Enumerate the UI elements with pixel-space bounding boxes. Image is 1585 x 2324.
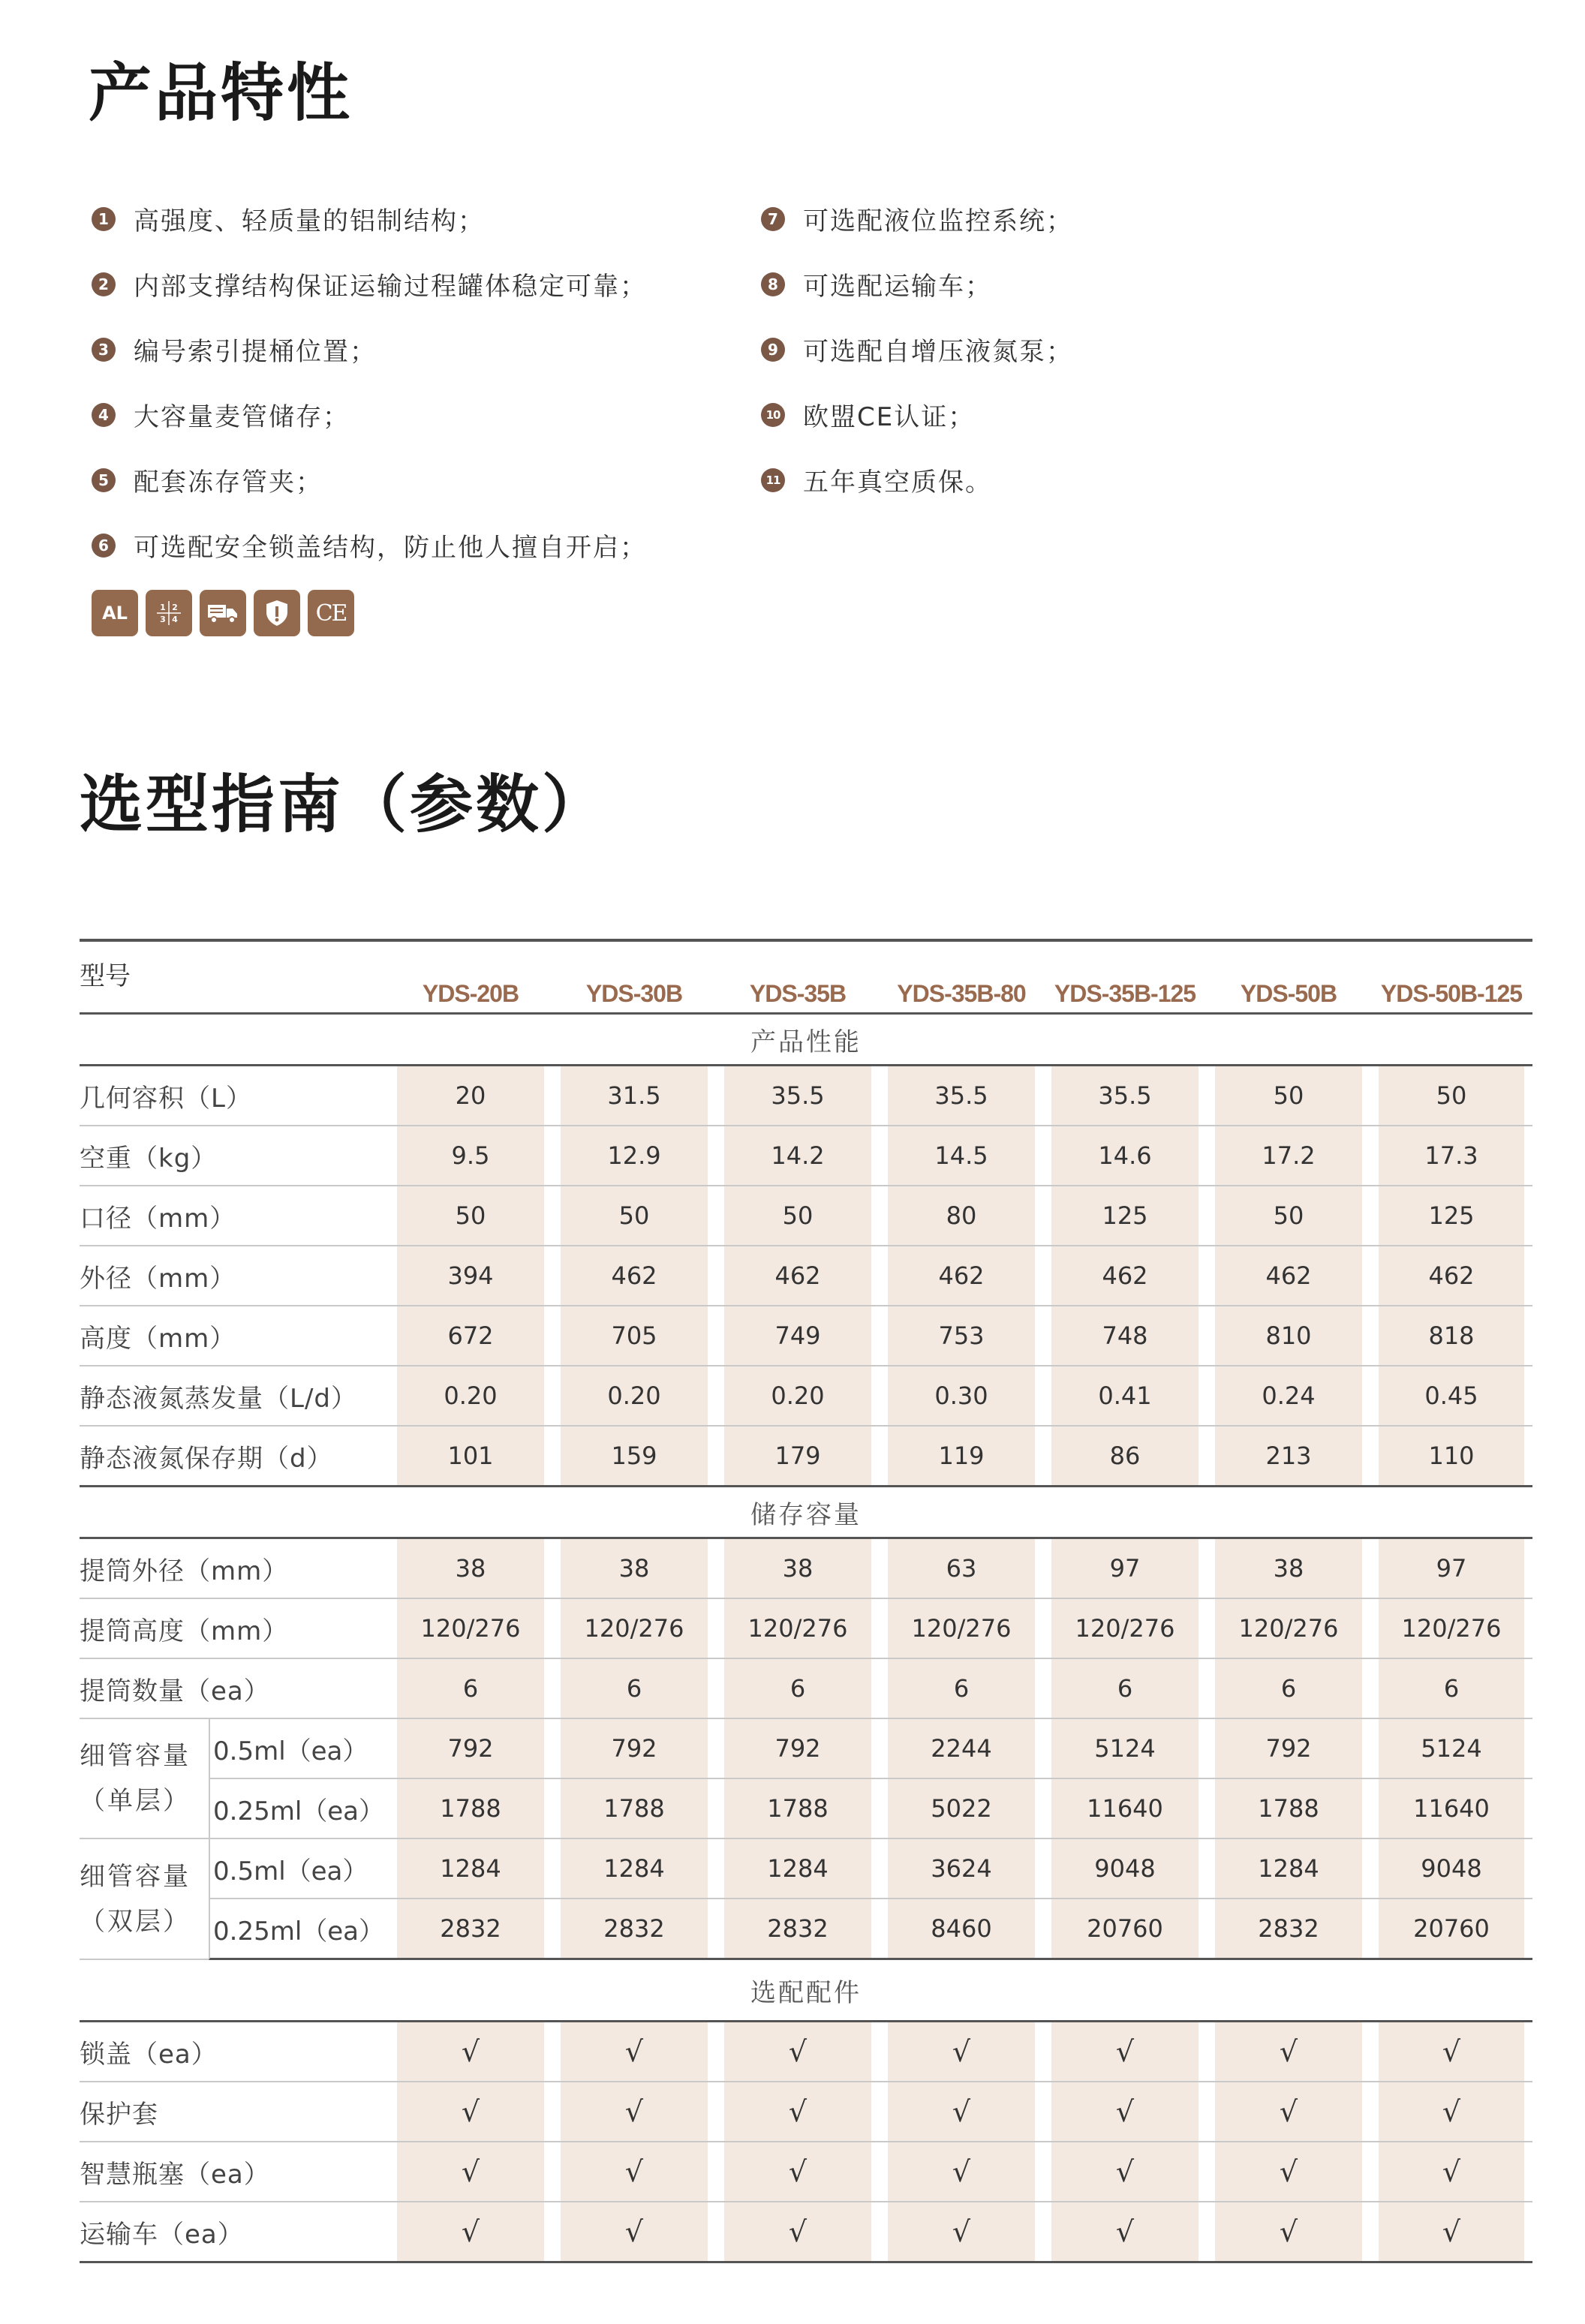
table-cell: 1788 bbox=[389, 1779, 552, 1839]
row-label: 保护套 bbox=[80, 2082, 389, 2142]
table-cell: 20 bbox=[389, 1066, 552, 1126]
feature-number: 3 bbox=[92, 338, 116, 362]
row-label: 锁盖（ea） bbox=[80, 2022, 389, 2082]
table-cell: 38 bbox=[552, 1539, 716, 1599]
table-cell: 462 bbox=[1370, 1246, 1532, 1306]
group-label bbox=[80, 1719, 209, 1839]
table-cell: 0.20 bbox=[552, 1366, 716, 1427]
features-list-right bbox=[761, 186, 1073, 513]
table-cell: 179 bbox=[716, 1427, 880, 1487]
table-cell: 792 bbox=[1207, 1719, 1370, 1779]
feature-number: 4 bbox=[92, 403, 116, 427]
table-cell: √ bbox=[1043, 2142, 1207, 2202]
feature-number: 10 bbox=[761, 403, 785, 427]
table-cell: 5124 bbox=[1043, 1719, 1207, 1779]
table-cell: 20760 bbox=[1043, 1899, 1207, 1960]
table-cell: 17.2 bbox=[1207, 1126, 1370, 1186]
feature-item bbox=[761, 186, 1073, 251]
table-cell: 120/276 bbox=[389, 1599, 552, 1659]
table-cell: 1284 bbox=[389, 1839, 552, 1899]
table-cell: 11640 bbox=[1043, 1779, 1207, 1839]
section-title: 储存容量 bbox=[80, 1487, 1532, 1539]
table-cell: 462 bbox=[1207, 1246, 1370, 1306]
table-row bbox=[80, 1427, 1532, 1487]
row-label: 高度（mm） bbox=[80, 1306, 389, 1366]
group-label-line2: （双层） bbox=[80, 1906, 191, 1937]
row-label: 智慧瓶塞（ea） bbox=[80, 2142, 389, 2202]
table-cell: 11640 bbox=[1370, 1779, 1532, 1839]
table-cell: √ bbox=[716, 2142, 880, 2202]
model-name: YDS-35B bbox=[716, 939, 880, 1015]
table-cell: 1788 bbox=[552, 1779, 716, 1839]
table-cell: 9048 bbox=[1370, 1839, 1532, 1899]
table-row bbox=[80, 1126, 1532, 1186]
aluminum-badge-icon bbox=[92, 590, 138, 636]
table-cell: 792 bbox=[552, 1719, 716, 1779]
table-cell: 20760 bbox=[1370, 1899, 1532, 1960]
table-cell: 50 bbox=[389, 1186, 552, 1246]
section-title: 选配配件 bbox=[80, 1960, 1532, 2022]
section-title: 产品性能 bbox=[80, 1015, 1532, 1066]
row-label: 外径（mm） bbox=[80, 1246, 389, 1306]
table-cell: √ bbox=[552, 2022, 716, 2082]
table-cell: √ bbox=[880, 2202, 1043, 2263]
table-cell: 17.3 bbox=[1370, 1126, 1532, 1186]
feature-number: 8 bbox=[761, 272, 785, 296]
table-cell: 86 bbox=[1043, 1427, 1207, 1487]
spec-table bbox=[80, 939, 1532, 2263]
table-row bbox=[80, 1779, 1532, 1839]
table-row bbox=[80, 1719, 1532, 1779]
table-cell: 6 bbox=[1207, 1659, 1370, 1719]
row-label: 口径（mm） bbox=[80, 1186, 389, 1246]
table-cell: √ bbox=[716, 2022, 880, 2082]
table-cell: 0.20 bbox=[716, 1366, 880, 1427]
feature-text: 高强度、轻质量的铝制结构； bbox=[134, 206, 485, 236]
feature-item bbox=[761, 317, 1073, 382]
table-cell: √ bbox=[389, 2202, 552, 2263]
table-cell: 810 bbox=[1207, 1306, 1370, 1366]
table-cell: 159 bbox=[552, 1427, 716, 1487]
table-cell: 6 bbox=[716, 1659, 880, 1719]
feature-item bbox=[761, 251, 1073, 317]
truck-icon bbox=[200, 590, 246, 636]
table-cell: 14.5 bbox=[880, 1126, 1043, 1186]
row-label: 静态液氮蒸发量（L/d） bbox=[80, 1366, 389, 1427]
table-cell: 80 bbox=[880, 1186, 1043, 1246]
ce-mark-icon bbox=[308, 590, 354, 636]
selection-guide-title: 选型指南（参数） bbox=[80, 768, 609, 841]
model-name: YDS-50B-125 bbox=[1370, 939, 1532, 1015]
table-cell: 12.9 bbox=[552, 1126, 716, 1186]
group-label-line2: （单层） bbox=[80, 1786, 191, 1816]
feature-text: 可选配自增压液氮泵； bbox=[803, 337, 1073, 367]
table-cell: √ bbox=[1043, 2202, 1207, 2263]
feature-item bbox=[92, 447, 647, 513]
table-row bbox=[80, 1839, 1532, 1899]
table-cell: 705 bbox=[552, 1306, 716, 1366]
model-header-row bbox=[80, 939, 1532, 1015]
table-cell: √ bbox=[1207, 2082, 1370, 2142]
table-cell: 8460 bbox=[880, 1899, 1043, 1960]
table-cell: 9.5 bbox=[389, 1126, 552, 1186]
table-row bbox=[80, 2082, 1532, 2142]
table-row bbox=[80, 1246, 1532, 1306]
table-cell: 50 bbox=[1207, 1186, 1370, 1246]
table-cell: √ bbox=[880, 2142, 1043, 2202]
table-cell: 5124 bbox=[1370, 1719, 1532, 1779]
row-label: 几何容积（L） bbox=[80, 1066, 389, 1126]
table-cell: 120/276 bbox=[1207, 1599, 1370, 1659]
group-label-line1: 细管容量 bbox=[80, 1741, 191, 1771]
group-label-line1: 细管容量 bbox=[80, 1861, 191, 1892]
table-cell: 749 bbox=[716, 1306, 880, 1366]
table-cell: 2832 bbox=[552, 1899, 716, 1960]
table-cell: 50 bbox=[552, 1186, 716, 1246]
table-row bbox=[80, 1066, 1532, 1126]
row-sublabel: 0.5ml（ea） bbox=[209, 1839, 389, 1899]
table-cell: 6 bbox=[1043, 1659, 1207, 1719]
table-cell: 3624 bbox=[880, 1839, 1043, 1899]
table-cell: 6 bbox=[1370, 1659, 1532, 1719]
model-name: YDS-35B-125 bbox=[1043, 939, 1207, 1015]
table-cell: 1788 bbox=[1207, 1779, 1370, 1839]
table-cell: 0.20 bbox=[389, 1366, 552, 1427]
table-row bbox=[80, 1659, 1532, 1719]
table-cell: √ bbox=[389, 2082, 552, 2142]
table-cell: 5022 bbox=[880, 1779, 1043, 1839]
table-cell: 0.41 bbox=[1043, 1366, 1207, 1427]
table-cell: 9048 bbox=[1043, 1839, 1207, 1899]
table-cell: 792 bbox=[716, 1719, 880, 1779]
feature-item bbox=[92, 186, 647, 251]
feature-item bbox=[92, 251, 647, 317]
table-cell: 14.6 bbox=[1043, 1126, 1207, 1186]
feature-text: 可选配安全锁盖结构，防止他人擅自开启； bbox=[134, 533, 647, 563]
row-sublabel: 0.25ml（ea） bbox=[209, 1899, 389, 1960]
feature-number: 5 bbox=[92, 468, 116, 492]
table-cell: 35.5 bbox=[880, 1066, 1043, 1126]
table-row bbox=[80, 2202, 1532, 2263]
table-row bbox=[80, 1599, 1532, 1659]
table-cell: 31.5 bbox=[552, 1066, 716, 1126]
model-name: YDS-20B bbox=[389, 939, 552, 1015]
table-cell: 97 bbox=[1043, 1539, 1207, 1599]
table-cell: 35.5 bbox=[716, 1066, 880, 1126]
table-cell: √ bbox=[552, 2142, 716, 2202]
table-cell: 125 bbox=[1370, 1186, 1532, 1246]
model-name: YDS-35B-80 bbox=[880, 939, 1043, 1015]
table-cell: 0.30 bbox=[880, 1366, 1043, 1427]
grid-cell-2: 2 bbox=[172, 603, 178, 612]
row-sublabel: 0.25ml（ea） bbox=[209, 1779, 389, 1839]
table-cell: √ bbox=[552, 2202, 716, 2263]
feature-text: 欧盟CE认证； bbox=[803, 402, 976, 432]
table-cell: 2832 bbox=[389, 1899, 552, 1960]
table-cell: √ bbox=[1207, 2022, 1370, 2082]
row-label: 提筒高度（mm） bbox=[80, 1599, 389, 1659]
group-label bbox=[80, 1839, 209, 1960]
row-label: 提筒数量（ea） bbox=[80, 1659, 389, 1719]
table-cell: √ bbox=[1370, 2022, 1532, 2082]
table-cell: 2244 bbox=[880, 1719, 1043, 1779]
table-cell: 120/276 bbox=[716, 1599, 880, 1659]
feature-text: 内部支撑结构保证运输过程罐体稳定可靠； bbox=[134, 272, 647, 302]
feature-item bbox=[761, 382, 1073, 447]
table-cell: √ bbox=[389, 2142, 552, 2202]
feature-text: 编号索引提桶位置； bbox=[134, 337, 377, 367]
table-cell: 2832 bbox=[716, 1899, 880, 1960]
model-name: YDS-30B bbox=[552, 939, 716, 1015]
table-cell: √ bbox=[1043, 2022, 1207, 2082]
table-cell: 213 bbox=[1207, 1427, 1370, 1487]
table-cell: 6 bbox=[389, 1659, 552, 1719]
table-row bbox=[80, 1539, 1532, 1599]
feature-text: 可选配运输车； bbox=[803, 272, 992, 302]
table-cell: 1284 bbox=[716, 1839, 880, 1899]
table-cell: √ bbox=[1370, 2142, 1532, 2202]
grid-cell-3: 3 bbox=[160, 615, 166, 624]
table-cell: 394 bbox=[389, 1246, 552, 1306]
table-cell: √ bbox=[552, 2082, 716, 2142]
table-cell: √ bbox=[716, 2202, 880, 2263]
table-cell: √ bbox=[1370, 2082, 1532, 2142]
row-sublabel: 0.5ml（ea） bbox=[209, 1719, 389, 1779]
index-grid-icon bbox=[146, 590, 192, 636]
row-label: 静态液氮保存期（d） bbox=[80, 1427, 389, 1487]
table-cell: √ bbox=[389, 2022, 552, 2082]
table-cell: 672 bbox=[389, 1306, 552, 1366]
table-cell: 6 bbox=[552, 1659, 716, 1719]
table-cell: 120/276 bbox=[1043, 1599, 1207, 1659]
table-row bbox=[80, 1366, 1532, 1427]
feature-item bbox=[92, 513, 647, 578]
feature-text: 可选配液位监控系统； bbox=[803, 206, 1073, 236]
table-cell: 462 bbox=[716, 1246, 880, 1306]
table-cell: 50 bbox=[1370, 1066, 1532, 1126]
table-cell: 119 bbox=[880, 1427, 1043, 1487]
table-cell: 462 bbox=[880, 1246, 1043, 1306]
table-cell: √ bbox=[1207, 2202, 1370, 2263]
table-cell: 97 bbox=[1370, 1539, 1532, 1599]
shield-icon bbox=[254, 590, 300, 636]
table-cell: 35.5 bbox=[1043, 1066, 1207, 1126]
table-cell: 38 bbox=[389, 1539, 552, 1599]
row-label: 运输车（ea） bbox=[80, 2202, 389, 2263]
table-cell: 462 bbox=[552, 1246, 716, 1306]
table-cell: 792 bbox=[389, 1719, 552, 1779]
table-cell: √ bbox=[1370, 2202, 1532, 2263]
table-cell: 6 bbox=[880, 1659, 1043, 1719]
row-label: 空重（kg） bbox=[80, 1126, 389, 1186]
table-cell: 462 bbox=[1043, 1246, 1207, 1306]
features-title: 产品特性 bbox=[89, 56, 353, 130]
table-cell: √ bbox=[880, 2022, 1043, 2082]
table-cell: 0.24 bbox=[1207, 1366, 1370, 1427]
grid-cell-1: 1 bbox=[160, 603, 166, 612]
feature-text: 大容量麦管储存； bbox=[134, 402, 350, 432]
feature-number: 9 bbox=[761, 338, 785, 362]
table-cell: 125 bbox=[1043, 1186, 1207, 1246]
table-cell: 753 bbox=[880, 1306, 1043, 1366]
table-cell: 50 bbox=[716, 1186, 880, 1246]
table-cell: √ bbox=[1043, 2082, 1207, 2142]
table-cell: 0.45 bbox=[1370, 1366, 1532, 1427]
grid-cell-4: 4 bbox=[172, 615, 178, 624]
feature-number: 1 bbox=[92, 207, 116, 231]
table-cell: 1788 bbox=[716, 1779, 880, 1839]
table-cell: 101 bbox=[389, 1427, 552, 1487]
table-cell: 1284 bbox=[1207, 1839, 1370, 1899]
section-header-performance bbox=[80, 1015, 1532, 1066]
section-header-storage bbox=[80, 1487, 1532, 1539]
table-cell: 14.2 bbox=[716, 1126, 880, 1186]
feature-number: 2 bbox=[92, 272, 116, 296]
table-cell: 110 bbox=[1370, 1427, 1532, 1487]
features-list-left bbox=[92, 186, 647, 578]
ce-mark-label: CE bbox=[315, 600, 347, 627]
index-grid-graphic bbox=[154, 598, 184, 628]
feature-item bbox=[92, 317, 647, 382]
table-cell: 748 bbox=[1043, 1306, 1207, 1366]
model-label: 型号 bbox=[80, 939, 389, 1015]
feature-text: 五年真空质保。 bbox=[803, 468, 992, 498]
table-cell: √ bbox=[1207, 2142, 1370, 2202]
model-name: YDS-50B bbox=[1207, 939, 1370, 1015]
table-row bbox=[80, 2142, 1532, 2202]
table-cell: 1284 bbox=[552, 1839, 716, 1899]
feature-number: 7 bbox=[761, 207, 785, 231]
aluminum-badge-label: AL bbox=[102, 603, 128, 624]
feature-number: 11 bbox=[761, 468, 785, 492]
feature-item bbox=[92, 382, 647, 447]
table-cell: 38 bbox=[716, 1539, 880, 1599]
table-cell: 63 bbox=[880, 1539, 1043, 1599]
feature-badges bbox=[92, 590, 354, 636]
table-cell: 38 bbox=[1207, 1539, 1370, 1599]
feature-text: 配套冻存管夹； bbox=[134, 468, 323, 498]
table-cell: √ bbox=[716, 2082, 880, 2142]
table-cell: 120/276 bbox=[880, 1599, 1043, 1659]
table-cell: 50 bbox=[1207, 1066, 1370, 1126]
table-cell: 2832 bbox=[1207, 1899, 1370, 1960]
feature-item bbox=[761, 447, 1073, 513]
table-row bbox=[80, 1899, 1532, 1960]
table-cell: 120/276 bbox=[552, 1599, 716, 1659]
table-row bbox=[80, 1306, 1532, 1366]
table-row bbox=[80, 2022, 1532, 2082]
table-row bbox=[80, 1186, 1532, 1246]
table-cell: √ bbox=[880, 2082, 1043, 2142]
section-header-accessories bbox=[80, 1960, 1532, 2022]
row-label: 提筒外径（mm） bbox=[80, 1539, 389, 1599]
table-cell: 120/276 bbox=[1370, 1599, 1532, 1659]
table-cell: 818 bbox=[1370, 1306, 1532, 1366]
feature-number: 6 bbox=[92, 534, 116, 558]
